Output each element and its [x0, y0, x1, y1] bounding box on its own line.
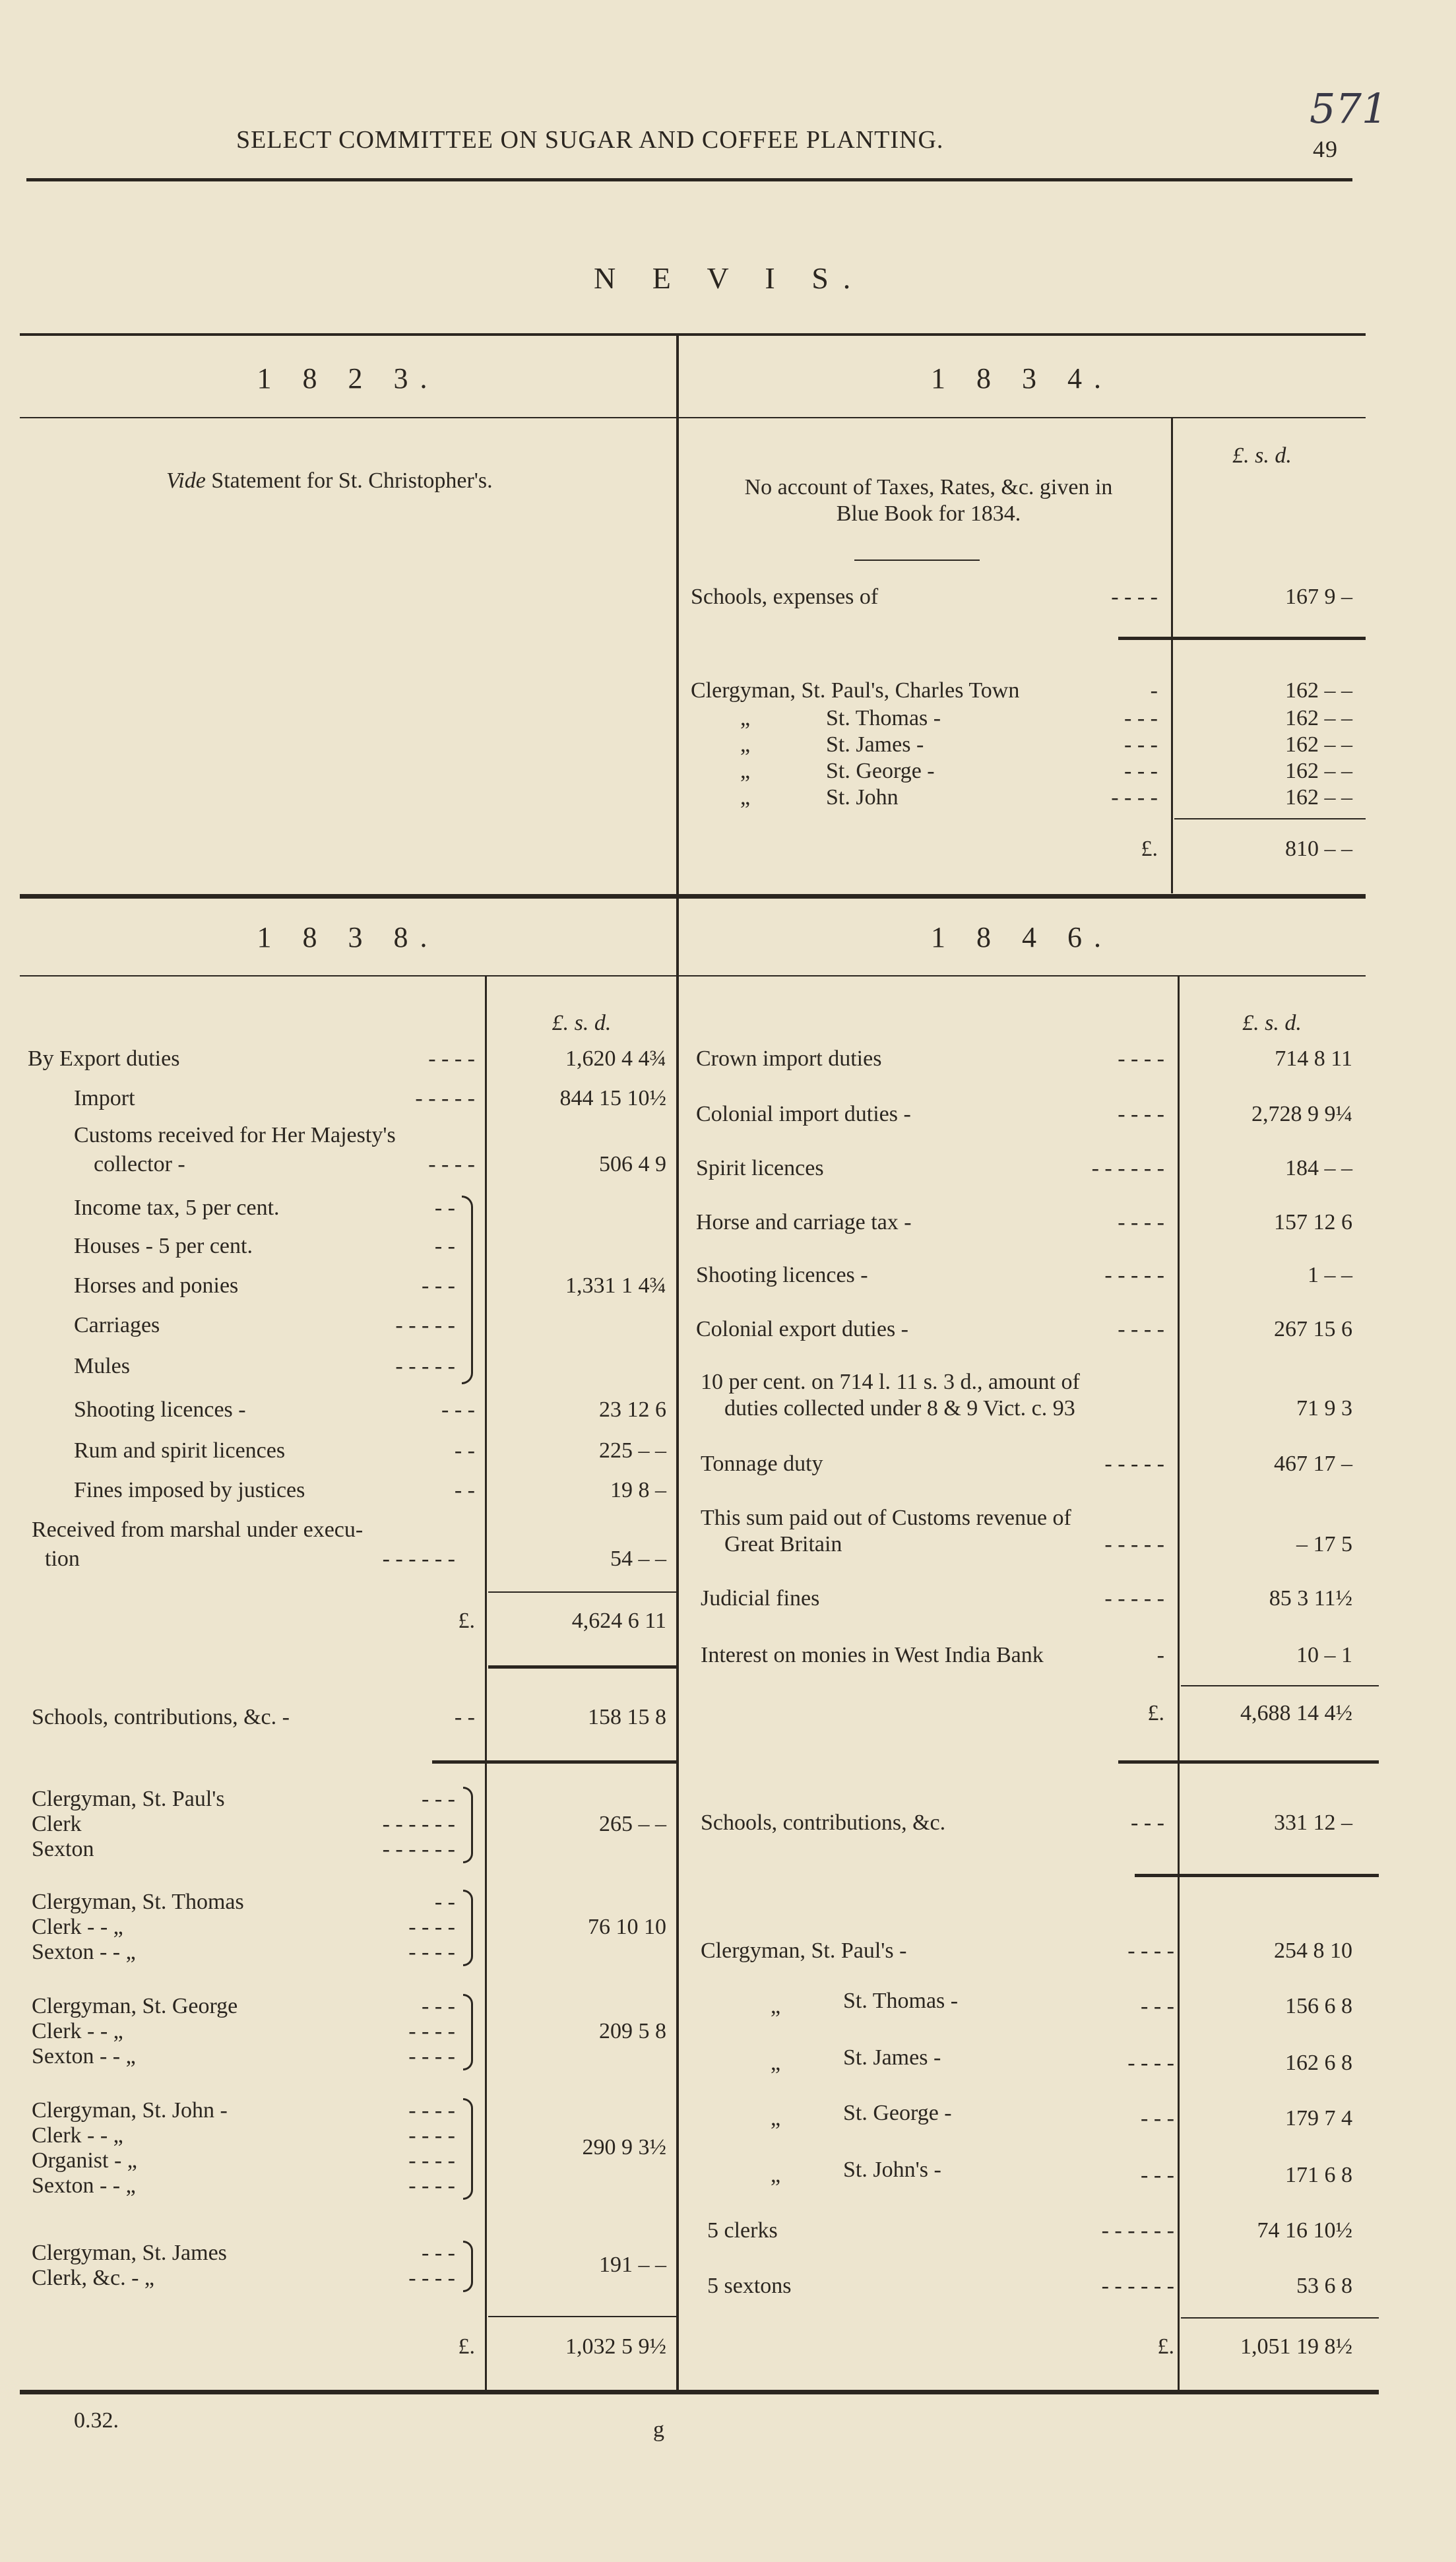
revenue-1838-label: Received from marshal under execu-	[32, 1518, 364, 1542]
revenue-1838-dashes: - -	[454, 1478, 475, 1502]
revenue-1846-label: Interest on monies in West India Bank	[701, 1643, 1044, 1667]
clergy-1834-dashes: - - -	[1124, 759, 1158, 783]
revenue-1846-dashes: - - - -	[1118, 1317, 1164, 1341]
clergy-1846-amount: 74 16 10½	[1257, 2218, 1352, 2243]
total-1846-rule	[1181, 1685, 1379, 1686]
clergy-line: Sexton	[32, 1837, 94, 1861]
schools-1834-amount: 167 9 –	[1285, 585, 1352, 609]
revenue-1838-label: collector -	[94, 1152, 185, 1176]
year-header-rule-bottom	[20, 975, 1366, 977]
revenue-1838-dashes: - -	[434, 1196, 455, 1220]
clergy-line-dashes: - - - - - -	[382, 1812, 455, 1836]
revenue-1846-label: Tonnage duty	[701, 1452, 823, 1476]
schools-1838-label: Schools, contributions, &c. -	[32, 1705, 290, 1729]
amount-column-rule-1834	[1171, 418, 1173, 893]
clergy-line-dashes: - - - -	[408, 2148, 455, 2173]
clergy-line: Clergyman, St. Paul's	[32, 1787, 225, 1811]
clergy-line: Sexton - - „	[32, 1940, 136, 1964]
schools-1834-rule	[1118, 637, 1366, 640]
revenue-1838-dashes: - -	[434, 1234, 455, 1258]
revenue-1846-label: Horse and carriage tax -	[696, 1210, 912, 1234]
clergy-1846-name: St. Thomas -	[843, 1989, 959, 2013]
note-1834-line1: No account of Taxes, Rates, &c. given in	[744, 475, 1113, 499]
revenue-1846-amount: 85 3 11½	[1269, 1586, 1352, 1611]
revenue-1846-dashes: - - - -	[1118, 1046, 1164, 1071]
clergy-1834-amount: 162 – –	[1285, 732, 1352, 757]
ditto-mark: „	[740, 706, 751, 730]
revenue-1838-dashes: - - - -	[428, 1046, 475, 1071]
handwritten-folio: 571	[1310, 84, 1388, 133]
clergy-line-dashes: - - -	[422, 2241, 455, 2265]
revenue-1846-dashes: - - - - -	[1104, 1452, 1164, 1476]
clergy-1834-dashes: - - -	[1124, 706, 1158, 730]
revenue-1846-amount: – 17 5	[1296, 1532, 1352, 1556]
revenue-1838-label: Customs received for Her Majesty's	[74, 1123, 396, 1147]
clergy-line-dashes: - - - -	[408, 2098, 455, 2123]
clergy-1846-dashes: - - - -	[1127, 2051, 1174, 2075]
total-1834-rule	[1174, 818, 1366, 819]
clergy-line: Sexton - - „	[32, 2173, 136, 2198]
revenue-1846-amount: 10 – 1	[1296, 1643, 1352, 1667]
column-divider-bottom	[676, 899, 679, 2390]
revenue-1846-label: Crown import duties	[696, 1046, 882, 1071]
amount-column-rule-1838	[485, 977, 487, 2390]
column-divider-top	[676, 333, 679, 894]
revenue-1846-amount: 267 15 6	[1274, 1317, 1352, 1341]
ditto-mark: „	[771, 2051, 781, 2075]
col-head-1834: £. s. d.	[1232, 443, 1292, 468]
total-1838-double-rule	[488, 1665, 676, 1669]
clergy-1846-amount: 156 6 8	[1285, 1994, 1352, 2018]
clergy-1846-dashes: - - - -	[1127, 1938, 1174, 1963]
page-title: N E V I S.	[594, 261, 866, 295]
clergy-group-amount: 290 9 3½	[582, 2135, 666, 2160]
year-1838: 1 8 3 8.	[257, 921, 439, 953]
amount-column-rule-1846	[1178, 977, 1180, 2390]
clergy-1846-name: Clergyman, St. Paul's -	[701, 1938, 907, 1963]
schools-1846-dashes: - - -	[1131, 1810, 1164, 1835]
clergy-line: Clerk - - „	[32, 2019, 123, 2043]
revenue-1838-label: Fines imposed by justices	[74, 1478, 305, 1502]
clergy-1834-row	[691, 678, 1019, 703]
revenue-1838-dashes: - - -	[422, 1273, 455, 1298]
revenue-1846-dashes: - - - - -	[1104, 1263, 1164, 1287]
clergy-line: Clergyman, St. James	[32, 2241, 227, 2265]
clergy-1834-dashes: -	[1150, 678, 1158, 703]
ditto-mark: „	[771, 1994, 781, 2018]
col-head-1846: £. s. d.	[1242, 1011, 1302, 1035]
revenue-1846-amount: 157 12 6	[1274, 1210, 1352, 1234]
ditto-mark: „	[740, 732, 751, 757]
clergy-line: Clerk	[32, 1812, 82, 1836]
total-1846-double-rule	[1118, 1760, 1379, 1764]
clergy-line-dashes: - - -	[422, 1787, 455, 1811]
total-1834-amount: 810 – –	[1285, 837, 1352, 861]
clergy-line: Clergyman, St. Thomas	[32, 1890, 244, 1914]
ditto-mark: „	[771, 2163, 781, 2187]
revenue-1846-label: This sum paid out of Customs revenue of	[701, 1506, 1071, 1530]
clergy-line: Clerk, &c. - „	[32, 2266, 154, 2290]
brace	[463, 1890, 473, 1966]
revenue-1838-dashes: - - - - -	[395, 1354, 455, 1378]
revenue-1838-dashes: - -	[454, 1438, 475, 1463]
clergy-1846-name: 5 sextons	[707, 2274, 792, 2298]
clergy-group-amount: 76 10 10	[588, 1915, 666, 1939]
revenue-1838-amount: 19 8 –	[610, 1478, 666, 1502]
revenue-1846-label: Colonial import duties -	[696, 1102, 911, 1126]
ditto-mark: „	[740, 785, 751, 810]
revenue-1846-label: Shooting licences -	[696, 1263, 868, 1287]
clergy-1834-amount: 162 – –	[1285, 678, 1352, 703]
revenue-1838-amount: 54 – –	[610, 1547, 666, 1571]
revenue-1838-label: Carriages	[74, 1313, 160, 1337]
revenue-1846-label: Colonial export duties -	[696, 1317, 909, 1341]
note-1823-text: Statement for St. Christopher's.	[211, 468, 493, 493]
revenue-1846-amount: 2,728 9 9¼	[1251, 1102, 1352, 1126]
clergy-1846-amount: 171 6 8	[1285, 2163, 1352, 2187]
clergy-1834-name: St. James -	[826, 732, 924, 757]
schools-1846-amount: 331 12 –	[1274, 1810, 1352, 1835]
ditto-mark: „	[740, 759, 751, 783]
clergy-1846-name: St. James -	[843, 2045, 941, 2070]
brace	[463, 1994, 473, 2070]
clergy-1846-amount: 179 7 4	[1285, 2106, 1352, 2130]
revenue-1838-amount: 1,620 4 4¾	[565, 1046, 666, 1071]
revenue-1838-dashes: - - - - -	[415, 1086, 475, 1110]
revenue-1838-amount: 225 – –	[599, 1438, 666, 1463]
running-title: SELECT COMMITTEE ON SUGAR AND COFFEE PLANTING.	[236, 126, 944, 154]
clergy-1834-name: Clergyman, St. Paul's, Charles Town	[691, 678, 1020, 703]
revenue-1838-label: tion	[45, 1547, 80, 1571]
clergy-line-dashes: - -	[434, 1890, 455, 1914]
revenue-1846-amount: 71 9 3	[1296, 1396, 1352, 1421]
revenue-1846-dashes: -	[1156, 1643, 1164, 1667]
clergy-1846-name: 5 clerks	[707, 2218, 778, 2243]
clergy-line-dashes: - - -	[422, 1994, 455, 2018]
note-1834-line2: Blue Book for 1834.	[836, 501, 1021, 526]
clergy-group-amount: 265 – –	[599, 1812, 666, 1836]
clergy-1846-dashes: - - - - - -	[1101, 2218, 1174, 2243]
clergy-1834-amount: 162 – –	[1285, 706, 1352, 730]
year-1834: 1 8 3 4.	[931, 362, 1113, 395]
brace-taxes-1838	[462, 1196, 473, 1384]
schools-1838-amount: 158 15 8	[588, 1705, 666, 1729]
clergy-1834-name: St. George -	[826, 759, 935, 783]
revenue-1846-dashes: - - - -	[1118, 1210, 1164, 1234]
schools-1846-rule	[1135, 1874, 1379, 1877]
clergy-line: Clergyman, St. John -	[32, 2098, 228, 2123]
clergy-line-dashes: - - - -	[408, 2123, 455, 2148]
year-1823: 1 8 2 3.	[257, 362, 439, 395]
clergy-1846-amount: 162 6 8	[1285, 2051, 1352, 2075]
brace	[463, 2098, 473, 2200]
revenue-1846-label: duties collected under 8 & 9 Vict. c. 93	[724, 1396, 1075, 1421]
clergy-1846-dashes: - - -	[1141, 2163, 1174, 2187]
clergy-1834-amount: 162 – –	[1285, 785, 1352, 810]
clergy-line-dashes: - - - -	[408, 1940, 455, 1964]
page-number: 49	[1313, 136, 1338, 162]
clergy-1846-total-rule	[1181, 2317, 1379, 2319]
clergy-1846-dashes: - - - - - -	[1101, 2274, 1174, 2298]
clergy-line-dashes: - - - -	[408, 2019, 455, 2043]
clergy-line-dashes: - - - -	[408, 2044, 455, 2068]
clergy-1834-dashes: - - - -	[1111, 785, 1158, 810]
revenue-1846-label: 10 per cent. on 714 l. 11 s. 3 d., amount of	[701, 1370, 1080, 1394]
revenue-1846-label: Spirit licences	[696, 1156, 824, 1180]
total-1838-label: £.	[458, 1609, 475, 1633]
revenue-1838-dashes: - - - - - -	[382, 1547, 455, 1571]
revenue-1838-amount: 1,331 1 4¾	[565, 1273, 666, 1298]
clergy-1846-dashes: - - -	[1141, 2106, 1174, 2130]
clergy-1834-name: St. Thomas -	[826, 706, 941, 730]
schools-1834-label: Schools, expenses of	[691, 585, 879, 609]
clergy-line: Clergyman, St. George	[32, 1994, 238, 2018]
revenue-1846-dashes: - - - -	[1118, 1102, 1164, 1126]
revenue-1846-amount: 714 8 11	[1275, 1046, 1352, 1071]
clergy-1838-total-rule	[488, 2316, 676, 2317]
schools-1838-rule	[432, 1760, 676, 1764]
clergy-1834-name: St. John	[826, 785, 899, 810]
revenue-1838-label: By Export duties	[28, 1046, 180, 1071]
ditto-mark: „	[771, 2106, 781, 2130]
clergy-1834-amount: 162 – –	[1285, 759, 1352, 783]
revenue-1838-label: Shooting licences -	[74, 1397, 246, 1422]
section-divider	[20, 894, 1366, 899]
revenue-1838-label: Horses and ponies	[74, 1273, 239, 1298]
schools-1838-dashes: - -	[454, 1705, 475, 1729]
brace	[463, 2241, 473, 2292]
footer-signature: g	[653, 2418, 664, 2442]
revenue-1846-label: Great Britain	[724, 1532, 842, 1556]
clergy-1846-name: St. George -	[843, 2101, 952, 2125]
revenue-1846-dashes: - - - - -	[1104, 1532, 1164, 1556]
clergy-1846-dashes: - - -	[1141, 1994, 1174, 2018]
revenue-1838-label: Mules	[74, 1354, 130, 1378]
note-rule	[854, 560, 980, 561]
note-1823-prefix: Vide	[166, 468, 206, 493]
header-rule	[26, 178, 1352, 181]
clergy-1838-total-label: £.	[458, 2334, 475, 2359]
revenue-1846-amount: 1 – –	[1308, 1263, 1352, 1287]
clergy-1846-amount: 254 8 10	[1274, 1938, 1352, 1963]
clergy-line: Organist - „	[32, 2148, 137, 2173]
clergy-1846-name: St. John's -	[843, 2158, 941, 2182]
table-top-rule	[20, 333, 1366, 336]
schools-1834-dashes: - - - -	[1111, 585, 1158, 609]
clergy-line-dashes: - - - -	[408, 2173, 455, 2198]
revenue-1838-amount: 506 4 9	[599, 1152, 666, 1176]
revenue-1838-dashes: - - - - -	[395, 1313, 455, 1337]
year-header-rule-top	[20, 417, 1366, 418]
revenue-1846-label: Judicial fines	[701, 1586, 820, 1611]
table-bottom-rule	[20, 2390, 1379, 2394]
revenue-1838-amount: 844 15 10½	[559, 1086, 666, 1110]
revenue-1838-dashes: - - - -	[428, 1152, 475, 1176]
clergy-line-dashes: - - - -	[408, 2266, 455, 2290]
note-1823	[166, 468, 493, 494]
total-1846-amount: 4,688 14 4½	[1240, 1701, 1352, 1725]
col-head-1838: £. s. d.	[552, 1011, 612, 1035]
total-1834-label: £.	[1141, 837, 1158, 861]
schools-1846-label: Schools, contributions, &c.	[701, 1810, 946, 1835]
clergy-line: Clerk - - „	[32, 1915, 123, 1939]
revenue-1838-label: Rum and spirit licences	[74, 1438, 286, 1463]
clergy-group-amount: 191 – –	[599, 2253, 666, 2277]
clergy-line-dashes: - - - - - -	[382, 1837, 455, 1861]
clergy-line-dashes: - - - -	[408, 1915, 455, 1939]
clergy-line: Sexton - - „	[32, 2044, 136, 2068]
year-1846: 1 8 4 6.	[931, 921, 1113, 953]
total-1838-amount: 4,624 6 11	[571, 1609, 666, 1633]
brace	[463, 1787, 473, 1863]
revenue-1846-amount: 184 – –	[1285, 1156, 1352, 1180]
clergy-1834-dashes: - - -	[1124, 732, 1158, 757]
revenue-1838-label: Houses - 5 per cent.	[74, 1234, 253, 1258]
revenue-1846-amount: 467 17 –	[1274, 1452, 1352, 1476]
revenue-1838-label: Import	[74, 1086, 135, 1110]
clergy-1838-total-amount: 1,032 5 9½	[565, 2334, 666, 2359]
revenue-1838-dashes: - - -	[441, 1397, 475, 1422]
clergy-1846-amount: 53 6 8	[1296, 2274, 1352, 2298]
total-1846-label: £.	[1147, 1701, 1164, 1725]
revenue-1838-label: Income tax, 5 per cent.	[74, 1196, 280, 1220]
clergy-1846-total-label: £.	[1157, 2334, 1174, 2359]
clergy-1846-total-amount: 1,051 19 8½	[1240, 2334, 1352, 2359]
footer-left: 0.32.	[74, 2408, 119, 2433]
revenue-1846-dashes: - - - - -	[1104, 1586, 1164, 1611]
total-1838-rule	[488, 1591, 676, 1593]
revenue-1838-amount: 23 12 6	[599, 1397, 666, 1422]
clergy-group-amount: 209 5 8	[599, 2019, 666, 2043]
revenue-1846-dashes: - - - - - -	[1091, 1156, 1164, 1180]
clergy-line: Clerk - - „	[32, 2123, 123, 2148]
